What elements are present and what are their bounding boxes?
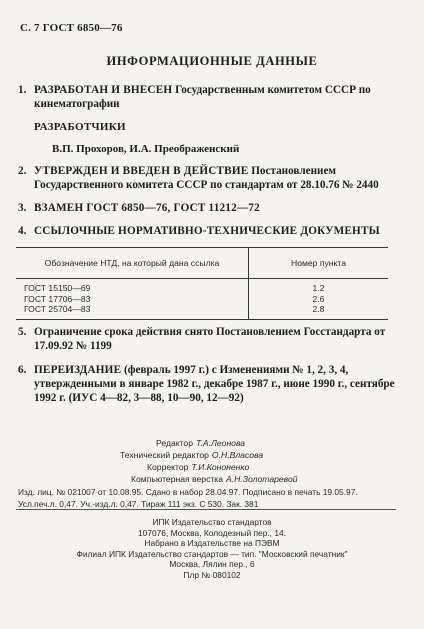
imprint-line: Москва, Лялин пер., 6	[169, 559, 255, 570]
section-heading: УТВЕРЖДЕН И ВВЕДЕН В ДЕЙСТВИЕ	[34, 165, 249, 177]
page-header: С. 7 ГОСТ 6850—76	[20, 22, 123, 34]
developers-names: В.П. Прохоров, И.А. Преображенский	[52, 143, 240, 155]
section-heading: ССЫЛОЧНЫЕ НОРМАТИВНО-ТЕХНИЧЕСКИЕ ДОКУМЕНТЫ	[34, 225, 380, 237]
credit-layout: Компьютерная верстка А.Н.Золотаревой	[131, 474, 298, 484]
section-heading: ПЕРЕИЗДАНИЕ	[34, 364, 122, 376]
credit-editor: Редактор Т.А.Леонова	[156, 438, 246, 448]
section-text: Государственным комитетом СССР по кинематографии	[34, 84, 371, 110]
table-row	[16, 294, 388, 305]
publication-line: Изд. лиц. № 021007 от 10.08.95. Сдано в набор 28.04.97. Подписано в печать 19.05.97.	[18, 487, 358, 497]
section-number: 6.	[18, 364, 27, 376]
credit-tech-editor: Технический редактор О.Н.Власова	[120, 450, 264, 460]
table-row	[16, 304, 388, 319]
section-number: 3.	[18, 202, 27, 214]
table-cell-document: ГОСТ 17706—83	[16, 294, 249, 305]
credit-proofreader: Корректор Т.И.Кононенко	[147, 462, 250, 472]
table-cell-clause: 2.8	[249, 304, 389, 319]
table-cell-clause: 1.2	[312, 283, 325, 293]
table-cell-clause: 2.6	[312, 293, 325, 304]
page-title: ИНФОРМАЦИОННЫЕ ДАННЫЕ	[106, 54, 318, 68]
section-1	[18, 83, 398, 111]
credits-block	[120, 437, 298, 485]
section-number: 2.	[18, 165, 27, 177]
section-number: 4.	[18, 225, 27, 237]
imprint-line: Филиал ИПК Издательство стандартов — тип. "Московский печатник"	[76, 548, 348, 559]
section-2	[18, 164, 398, 192]
imprint-line: ИПК Издательство стандартов	[152, 517, 272, 527]
section-6	[18, 363, 398, 405]
divider	[16, 509, 396, 510]
section-number: 5.	[18, 326, 27, 338]
developers-heading: РАЗРАБОТЧИКИ	[34, 121, 126, 133]
table-row	[16, 279, 388, 294]
table-header-row	[16, 248, 388, 279]
table-cell-document: ГОСТ 25704—83	[16, 304, 249, 319]
publication-details	[18, 487, 398, 510]
section-4	[18, 224, 398, 238]
section-text: Постановлением Государственного комитета СССР по стандартам от 28.10.76 № 2440	[34, 165, 379, 191]
references-table	[16, 247, 388, 320]
column-header-document: Обозначение НТД, на который дана ссылка	[16, 248, 249, 279]
publication-line: Усл.печ.л. 0,47. Уч.-изд.л. 0,47. Тираж 111 экз. С 530. Зак. 381	[18, 498, 259, 509]
imprint-line: Набрано в Издательстве на ПЭВМ	[144, 538, 280, 549]
section-3	[18, 201, 398, 215]
section-number: 1.	[18, 84, 27, 96]
imprint-line: 107076, Москва, Колодезный пер., 14.	[138, 527, 286, 538]
section-heading: РАЗРАБОТАН И ВНЕСЕН	[34, 84, 173, 96]
section-5	[18, 325, 398, 353]
imprint-block	[0, 517, 424, 581]
column-header-clause: Номер пункта	[249, 248, 389, 279]
section-heading: ВЗАМЕН ГОСТ 6850—76, ГОСТ 11212—72	[34, 202, 260, 214]
section-text: Ограничение срока действия снято Постановлением Госстандарта от 17.09.92 № 1199	[34, 326, 386, 352]
section-text: (февраль 1997 г.) с Изменениями № 1, 2, 3, 4, утвержденными в январе 1982 г., декабре 1987 г., июне 1990 г., сентябре 1992 г. (ИУС 4—82, 3—88, 10—90, 12—92)	[34, 364, 395, 404]
imprint-line: Плр № 080102	[183, 569, 241, 580]
table-cell-document: ГОСТ 15150—69	[16, 279, 249, 294]
